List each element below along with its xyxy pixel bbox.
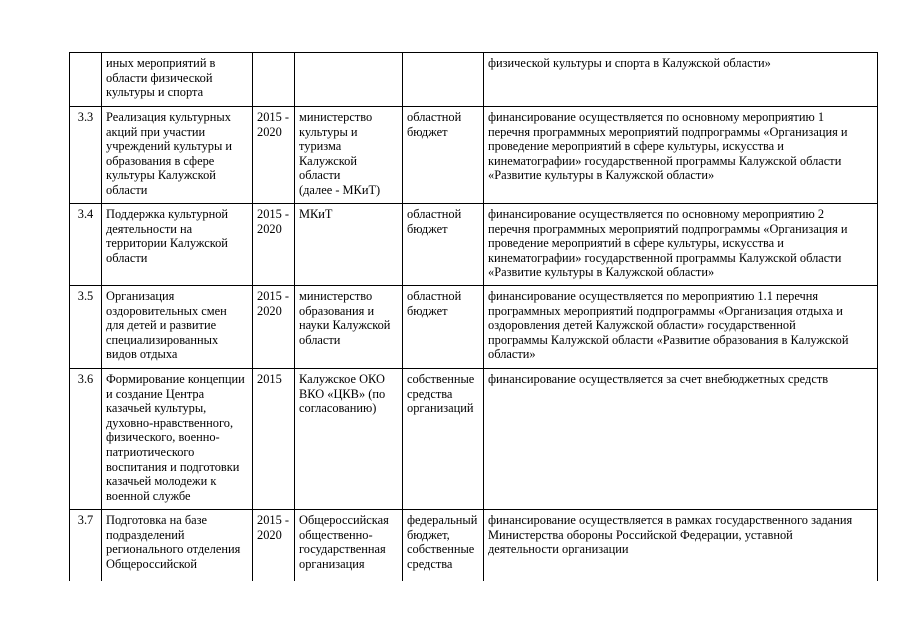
cell-text-line: государственная [299,542,386,557]
funding-source-cell [403,286,484,369]
cell-text-line: Поддержка культурной [106,207,229,221]
funding-source-cell [403,369,484,510]
table-body [70,53,878,581]
note-cell [484,204,878,286]
cell-text-line: культуры и [299,124,358,139]
cell-text-line: «Развитие культуры в Калужской области» [488,265,715,280]
row-number: 3.6 [77,372,94,386]
cell-text-line: Общероссийская [299,513,389,527]
period-cell [253,204,295,286]
cell-text-line: области» [488,347,536,362]
cell-text-line: областной [407,110,462,124]
note-cell [484,53,878,107]
activity-name-cell [102,53,253,107]
cell-text-line: перечня программных мероприятий подпрограммы «Организация и [488,221,848,236]
note-cell [484,510,878,581]
row-number: 3.4 [77,207,94,221]
cell-text-line: собственные [407,372,475,386]
cell-text-line: подразделений [106,527,185,542]
cell-text-line: науки Калужской [299,318,391,333]
cell-text-line: 2020 [257,303,282,318]
cell-text-line: согласованию) [299,401,377,416]
cell-text-line: бюджет [407,303,448,318]
cell-text-line: 2015 [257,372,282,386]
cell-text-line: 2020 [257,124,282,139]
cell-text-line: деятельности на [106,221,193,236]
cell-text-line: перечня программных мероприятий подпрограммы «Организация и [488,124,848,139]
cell-text-line: кинематографии» государственной программы Калужской области [488,250,842,265]
cell-text-line: 2015 - [257,207,290,221]
executor-cell [295,510,403,581]
activity-name-cell [102,286,253,369]
cell-text-line: ВКО «ЦКВ» (по [299,386,386,401]
cell-text-line: Подготовка на базе [106,513,208,527]
row-number-cell [70,369,102,510]
row-number-cell [70,204,102,286]
cell-text-line: организаций [407,401,474,416]
cell-text-line: и создание Центра [106,386,205,401]
cell-text-line: собственные [407,542,475,557]
program-activities-table [69,52,878,581]
cell-text-line: финансирование осуществляется по мероприятию 1.1 перечня [488,289,819,303]
cell-text-line: Калужской [299,153,357,168]
cell-text-line: физического, военно- [106,430,220,445]
cell-text-line: области [106,250,148,265]
cell-text-line: федеральный [407,513,478,527]
table-row [70,53,878,107]
row-number-cell [70,53,102,107]
executor-cell [295,286,403,369]
activity-name-cell [102,510,253,581]
period-cell [253,369,295,510]
table-row [70,510,878,581]
cell-text-line: культуры Калужской [106,168,216,183]
cell-text-line: духовно-нравственного, [106,415,234,430]
cell-text-line: оздоровительных смен [106,303,227,318]
cell-text-line: проведение мероприятий в сфере культуры, искусства и [488,139,784,154]
cell-text-line: образования в сфере [106,153,215,168]
funding-source-cell [403,510,484,581]
cell-text-line: оздоровления детей Калужской области» государственной [488,318,796,333]
period-cell [253,286,295,369]
period-cell [253,107,295,204]
cell-text-line: средства [407,386,453,401]
funding-source-cell [403,204,484,286]
cell-text-line: области физической [106,70,213,85]
cell-text-line: бюджет [407,124,448,139]
cell-text-line: Формирование концепции [106,372,245,386]
cell-text-line: (далее - МКиТ) [299,182,381,197]
cell-text-line: МКиТ [299,207,333,221]
cell-text-line: казачьей культуры, [106,401,207,416]
cell-text-line: области [299,332,341,347]
cell-text-line: Общероссийской [106,556,197,571]
cell-text-line: туризма [299,139,342,154]
cell-text-line: образования и [299,303,375,318]
cell-text-line: средства [407,556,453,571]
cell-text-line: специализированных [106,332,219,347]
cell-text-line: иных мероприятий в [106,56,216,70]
cell-text-line: 2015 - [257,513,290,527]
cell-text-line: финансирование осуществляется за счет внебюджетных средств [488,372,829,386]
executor-cell [295,204,403,286]
row-number: 3.7 [77,513,94,527]
cell-text-line: области [299,168,341,183]
cell-text-line: Калужское ОКО [299,372,385,386]
row-number: 3.3 [77,110,94,124]
cell-text-line: кинематографии» государственной программы Калужской области [488,153,842,168]
cell-text-line: казачьей молодежи к [106,474,217,489]
cell-text-line: бюджет [407,221,448,236]
cell-text-line: 2020 [257,221,282,236]
cell-text-line: 2020 [257,527,282,542]
cell-text-line: территории Калужской [106,236,228,251]
cell-text-line: областной [407,289,462,303]
cell-text-line: проведение мероприятий в сфере культуры, искусства и [488,236,784,251]
cell-text-line: организация [299,556,365,571]
row-number: 3.5 [77,289,94,303]
activity-name-cell [102,107,253,204]
period-cell [253,510,295,581]
cell-text-line: министерство [299,110,373,124]
cell-text-line: области [106,182,148,197]
cell-text-line: общественно- [299,527,373,542]
cell-text-line: 2015 - [257,289,290,303]
cell-text-line: Реализация культурных [106,110,231,124]
row-number-cell [70,510,102,581]
activity-name-cell [102,204,253,286]
cell-text-line: физической культуры и спорта в Калужской области» [488,56,771,70]
cell-text-line: бюджет, [407,527,450,542]
activity-name-cell [102,369,253,510]
table-row [70,204,878,286]
executor-cell [295,107,403,204]
executor-cell [295,369,403,510]
cell-text-line: акций при участии [106,124,206,139]
cell-text-line: программных мероприятий подпрограммы «Организация отдыха и [488,303,843,318]
table-row [70,369,878,510]
row-number-cell [70,286,102,369]
cell-text-line: финансирование осуществляется в рамках государственного задания [488,513,853,527]
cell-text-line: «Развитие культуры в Калужской области» [488,168,715,183]
cell-text-line: для детей и развитие [106,318,217,333]
cell-text-line: воспитания и подготовки [106,459,240,474]
cell-text-line: видов отдыха [106,347,178,362]
note-cell [484,286,878,369]
executor-cell [295,53,403,107]
cell-text-line: финансирование осуществляется по основному мероприятию 2 [488,207,825,221]
cell-text-line: деятельности организации [488,542,629,557]
period-cell [253,53,295,107]
cell-text-line: Министерства обороны Российской Федерации, уставной [488,527,793,542]
row-number-cell [70,107,102,204]
note-cell [484,369,878,510]
cell-text-line: финансирование осуществляется по основному мероприятию 1 [488,110,825,124]
cell-text-line: министерство [299,289,373,303]
note-cell [484,107,878,204]
cell-text-line: культуры и спорта [106,85,204,100]
cell-text-line: патриотического [106,444,195,459]
table-row [70,107,878,204]
cell-text-line: регионального отделения [106,542,241,557]
cell-text-line: программы Калужской области «Развитие образования в Калужской [488,332,849,347]
cell-text-line: учреждений культуры и [106,139,233,154]
funding-source-cell [403,107,484,204]
table-row [70,286,878,369]
cell-text-line: военной службе [106,488,191,503]
cell-text-line: Организация [106,289,175,303]
cell-text-line: 2015 - [257,110,290,124]
cell-text-line: областной [407,207,462,221]
funding-source-cell [403,53,484,107]
